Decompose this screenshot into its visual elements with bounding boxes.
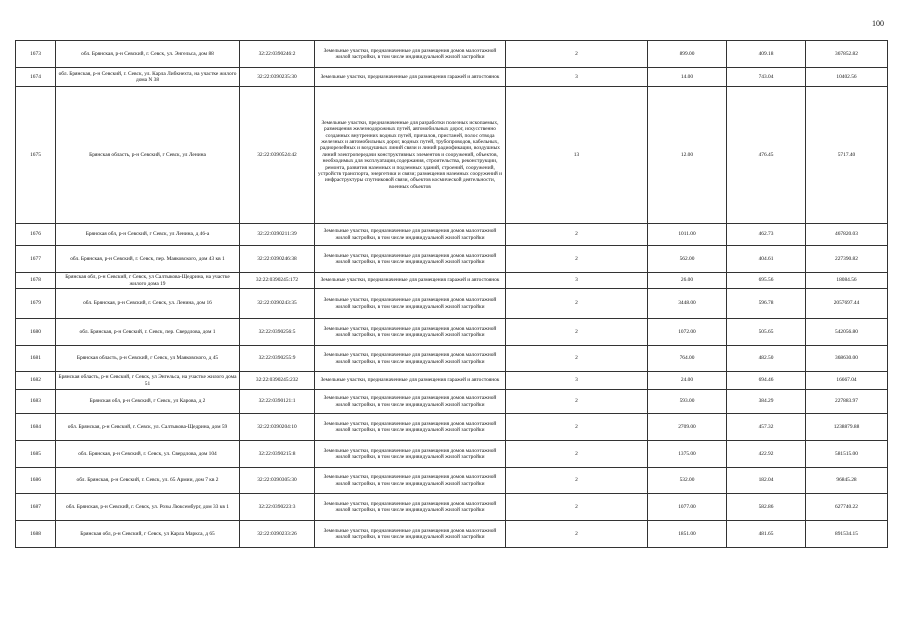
permitted-use: Земельные участки, предназначенные для размещения домов малоэтажной жилой застройки, в том числе индивидуальной жилой застройки (315, 41, 506, 68)
land-area: 1011.00 (648, 224, 727, 246)
use-category: 3 (506, 273, 648, 289)
permitted-use: Земельные участки, предназначенные для размещения домов малоэтажной жилой застройки, в том числе индивидуальной жилой застройки (315, 414, 506, 441)
row-number: 1673 (16, 41, 56, 68)
use-category: 3 (506, 68, 648, 87)
specific-value: 505.65 (727, 319, 806, 346)
use-category: 2 (506, 289, 648, 319)
row-number: 1683 (16, 390, 56, 414)
address-cell: Брянская область, р-н Севский, г Севск, ул Маяковского, д 45 (56, 346, 240, 372)
land-area: 3448.00 (648, 289, 727, 319)
table-row (16, 246, 888, 273)
use-category: 2 (506, 246, 648, 273)
cadastral-value: 367852.82 (806, 41, 888, 68)
row-number: 1677 (16, 246, 56, 273)
row-number: 1680 (16, 319, 56, 346)
land-area: 24.00 (648, 372, 727, 390)
land-area: 899.00 (648, 41, 727, 68)
use-category: 2 (506, 521, 648, 548)
specific-value: 596.78 (727, 289, 806, 319)
land-area: 2709.00 (648, 414, 727, 441)
use-category: 2 (506, 414, 648, 441)
table-row (16, 468, 888, 494)
land-area: 1851.00 (648, 521, 727, 548)
row-number: 1685 (16, 441, 56, 468)
row-number: 1679 (16, 289, 56, 319)
permitted-use: Земельные участки, предназначенные для размещения домов малоэтажной жилой застройки, в том числе индивидуальной жилой застройки (315, 346, 506, 372)
cadastral-number: 32:22:0390255:9 (240, 346, 315, 372)
cadastral-number: 32:22:0390524:42 (240, 87, 315, 224)
row-number: 1688 (16, 521, 56, 548)
specific-value: 482.50 (727, 346, 806, 372)
land-area: 1072.00 (648, 319, 727, 346)
cadastral-value: 581515.00 (806, 441, 888, 468)
cadastral-number: 32:22:0390233:26 (240, 521, 315, 548)
address-cell: Брянская обл, р-н Севский, г Севск, ул Карова, д 2 (56, 390, 240, 414)
permitted-use: Земельные участки, предназначенные для размещения домов малоэтажной жилой застройки, в том числе индивидуальной жилой застройки (315, 494, 506, 521)
permitted-use: Земельные участки, предназначенные для размещения домов малоэтажной жилой застройки, в том числе индивидуальной жилой застройки (315, 319, 506, 346)
specific-value: 404.61 (727, 246, 806, 273)
permitted-use: Земельные участки, предназначенные для размещения домов малоэтажной жилой застройки, в том числе индивидуальной жилой застройки (315, 390, 506, 414)
land-area: 532.00 (648, 468, 727, 494)
permitted-use: Земельные участки, предназначенные для размещения гаражей и автостоянок (315, 68, 506, 87)
cadastral-value: 627740.22 (806, 494, 888, 521)
specific-value: 582.86 (727, 494, 806, 521)
specific-value: 182.04 (727, 468, 806, 494)
use-category: 3 (506, 372, 648, 390)
address-cell: обл. Брянская, р-н Севский, г. Севск, ул. Энгельса, дом 88 (56, 41, 240, 68)
specific-value: 476.45 (727, 87, 806, 224)
row-number: 1681 (16, 346, 56, 372)
row-number: 1684 (16, 414, 56, 441)
table-row (16, 414, 888, 441)
cadastral-number: 32:22:0390246:38 (240, 246, 315, 273)
land-area: 593.00 (648, 390, 727, 414)
cadastral-number: 32:22:0390305:30 (240, 468, 315, 494)
use-category: 2 (506, 494, 648, 521)
address-cell: обл. Брянская, р-н Севский, г. Севск, ул. Салтыкова-Щедрина, дом 59 (56, 414, 240, 441)
cadastral-value: 2057697.44 (806, 289, 888, 319)
cadastral-value: 10402.56 (806, 68, 888, 87)
table-row (16, 41, 888, 68)
table-body (16, 41, 888, 548)
use-category: 2 (506, 41, 648, 68)
table-row (16, 87, 888, 224)
cadastral-value: 18084.56 (806, 273, 888, 289)
table-row (16, 521, 888, 548)
address-cell: обл. Брянская, р-н Севский, г. Севск, пер. Маяковского, дом 43 кв 1 (56, 246, 240, 273)
cadastral-number: 32:22:0390211:39 (240, 224, 315, 246)
cadastral-value: 227390.82 (806, 246, 888, 273)
cadastral-number: 32:22:0390215:8 (240, 441, 315, 468)
address-cell: Брянская область, р-н Севский, г Севск, ул Энгельса, на участке жилого дома 51 (56, 372, 240, 390)
specific-value: 457.32 (727, 414, 806, 441)
address-cell: Брянская обл, р-н Севский, г Севск, ул Салтыкова-Щедрина, на участке жилого дома 19 (56, 273, 240, 289)
use-category: 2 (506, 319, 648, 346)
address-cell: обл. Брянская, р-н Севский, г. Севск, пер. Свердлова, дом 1 (56, 319, 240, 346)
land-area: 1375.00 (648, 441, 727, 468)
cadastral-value: 96845.28 (806, 468, 888, 494)
table-row (16, 494, 888, 521)
specific-value: 695.56 (727, 273, 806, 289)
use-category: 13 (506, 87, 648, 224)
row-number: 1675 (16, 87, 56, 224)
permitted-use: Земельные участки, предназначенные для размещения домов малоэтажной жилой застройки, в том числе индивидуальной жилой застройки (315, 441, 506, 468)
land-registry-table (15, 40, 888, 548)
specific-value: 481.65 (727, 521, 806, 548)
page-number: 100 (872, 19, 884, 28)
cadastral-number: 32:22:0390204:10 (240, 414, 315, 441)
specific-value: 694.46 (727, 372, 806, 390)
table-row (16, 289, 888, 319)
cadastral-value: 16667.04 (806, 372, 888, 390)
specific-value: 462.73 (727, 224, 806, 246)
cadastral-number: 32:22:0390243:35 (240, 289, 315, 319)
permitted-use: Земельные участки, предназначенные для разработки полезных ископаемых, размещения железнодорожных путей, автомобильных дорог, искусственно созданных внутренних водных путей, причалов, пристаней, полос отвода железных и автомобильных дорог, водных путей, трубопроводов, кабельных, радиорелейных и воздушных линий связи и линий радиофикации, воздушных линий электропередачи конструктивных элементов и сооружений, объектов, необходимых для эксплуатации,содержания, строительства, реконструкции, ремонта, развития наземных и подземных зданий, строений, сооружений, устройств транспорта, энергетики и связи; размещения наземных сооружений и инфраструктуры спутниковой связи, объектов космической деятельности, военных объектов (315, 87, 506, 224)
table-row (16, 441, 888, 468)
use-category: 2 (506, 468, 648, 494)
row-number: 1678 (16, 273, 56, 289)
address-cell: обл. Брянская, р-н Севский, г. Севск, ул. 65 Армии, дом 7 кв 2 (56, 468, 240, 494)
cadastral-number: 32:22:0390246:2 (240, 41, 315, 68)
specific-value: 409.18 (727, 41, 806, 68)
land-area: 14.00 (648, 68, 727, 87)
address-cell: Брянская область, р-н Севский, г Севск, ул Ленина (56, 87, 240, 224)
land-area: 26.00 (648, 273, 727, 289)
permitted-use: Земельные участки, предназначенные для размещения домов малоэтажной жилой застройки, в том числе индивидуальной жилой застройки (315, 224, 506, 246)
address-cell: обл. Брянская, р-н Севский, г. Севск, ул. Карла Либкнехта, на участке жилого дома N 38 (56, 68, 240, 87)
row-number: 1682 (16, 372, 56, 390)
land-area: 12.00 (648, 87, 727, 224)
land-area: 764.00 (648, 346, 727, 372)
cadastral-number: 32:22:0390245:172 (240, 273, 315, 289)
cadastral-value: 467820.03 (806, 224, 888, 246)
land-area: 1077.00 (648, 494, 727, 521)
address-cell: Брянская обл, р-н Севский, г Севск, ул Карла Маркса, д 65 (56, 521, 240, 548)
permitted-use: Земельные участки, предназначенные для размещения домов малоэтажной жилой застройки, в том числе индивидуальной жилой застройки (315, 246, 506, 273)
row-number: 1687 (16, 494, 56, 521)
permitted-use: Земельные участки, предназначенные для размещения гаражей и автостоянок (315, 273, 506, 289)
table-row (16, 273, 888, 289)
address-cell: Брянская обл, р-н Севский, г Севск, ул Ленина, д 46-а (56, 224, 240, 246)
permitted-use: Земельные участки, предназначенные для размещения домов малоэтажной жилой застройки, в том числе индивидуальной жилой застройки (315, 521, 506, 548)
permitted-use: Земельные участки, предназначенные для размещения домов малоэтажной жилой застройки, в том числе индивидуальной жилой застройки (315, 468, 506, 494)
land-area: 562.00 (648, 246, 727, 273)
table-row (16, 319, 888, 346)
cadastral-number: 32:22:0390235:30 (240, 68, 315, 87)
row-number: 1686 (16, 468, 56, 494)
cadastral-value: 5717.40 (806, 87, 888, 224)
address-cell: обл. Брянская, р-н Севский, г. Севск, ул. Розы Люксембург, дом 33 кв 1 (56, 494, 240, 521)
cadastral-number: 32:22:0390256:5 (240, 319, 315, 346)
cadastral-value: 542056.80 (806, 319, 888, 346)
use-category: 2 (506, 224, 648, 246)
cadastral-value: 368630.00 (806, 346, 888, 372)
table-row (16, 372, 888, 390)
specific-value: 384.29 (727, 390, 806, 414)
permitted-use: Земельные участки, предназначенные для размещения гаражей и автостоянок (315, 372, 506, 390)
specific-value: 743.04 (727, 68, 806, 87)
cadastral-number: 32:22:0390121:1 (240, 390, 315, 414)
table-row (16, 390, 888, 414)
cadastral-value: 1238879.88 (806, 414, 888, 441)
use-category: 2 (506, 390, 648, 414)
address-cell: обл. Брянская, р-н Севский, г. Севск, ул. Ленина, дом 16 (56, 289, 240, 319)
cadastral-value: 891534.15 (806, 521, 888, 548)
table-row (16, 224, 888, 246)
use-category: 2 (506, 346, 648, 372)
table-row (16, 68, 888, 87)
row-number: 1674 (16, 68, 56, 87)
cadastral-value: 227883.97 (806, 390, 888, 414)
cadastral-number: 32:22:0390245:232 (240, 372, 315, 390)
address-cell: обл. Брянская, р-н Севский, г. Севск, ул. Свердлова, дом 104 (56, 441, 240, 468)
use-category: 2 (506, 441, 648, 468)
permitted-use: Земельные участки, предназначенные для размещения домов малоэтажной жилой застройки, в том числе индивидуальной жилой застройки (315, 289, 506, 319)
specific-value: 422.92 (727, 441, 806, 468)
table-row (16, 346, 888, 372)
cadastral-number: 32:22:0390223:3 (240, 494, 315, 521)
row-number: 1676 (16, 224, 56, 246)
